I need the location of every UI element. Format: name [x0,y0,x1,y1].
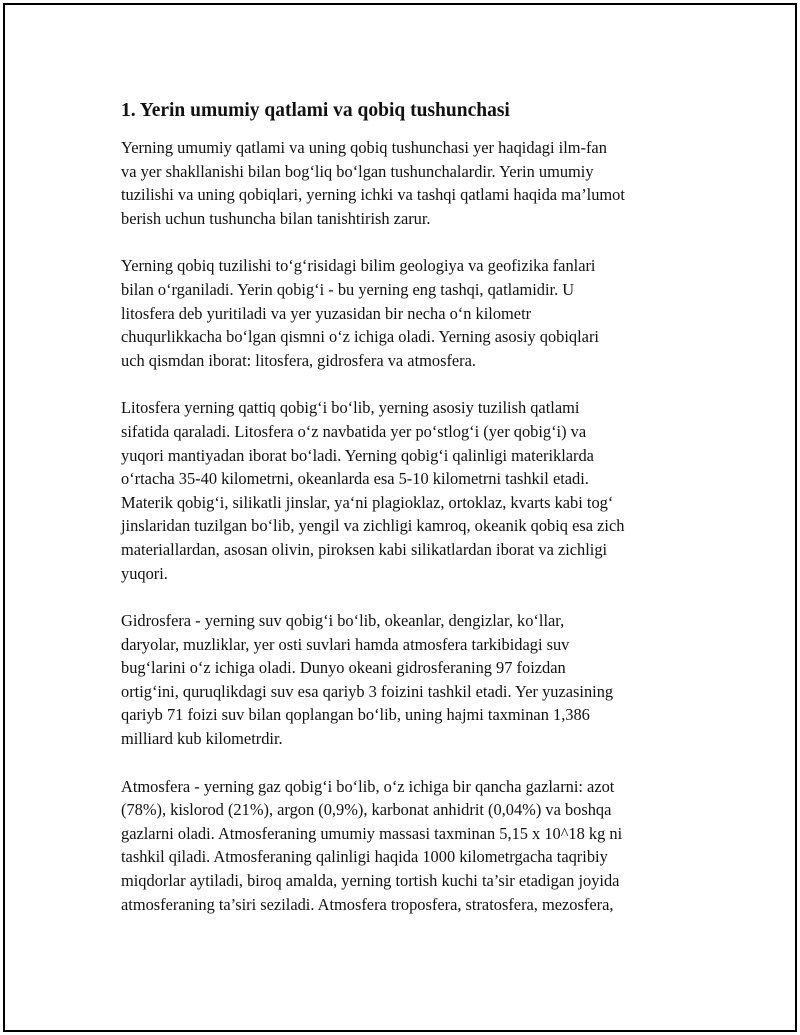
text-line: (78%), kislorod (21%), argon (0,9%), karbonat anhidrit (0,04%) va boshqa [121,800,612,820]
text-line: milliard kub kilometrdir. [121,729,283,749]
text-line: uch qismdan iborat: litosfera, gidrosfera va atmosfera. [121,350,477,370]
text-line: bug‘larini o‘z ichiga oladi. Dunyo okeani gidrosferaning 97 foizdan [121,658,566,678]
paragraph-lithosphere [121,396,701,585]
text-line: Atmosfera - yerning gaz qobig‘i bo‘lib, o‘z ichiga bir qancha gazlarni: azot [121,776,615,796]
text-line: va yer shakllanishi bilan bog‘liq bo‘lgan tushunchalardir. Yerin umumiy [121,161,594,181]
text-line: yuqori. [121,563,168,583]
text-line: Litosfera yerning qattiq qobig‘i bo‘lib, yerning asosiy tuzilish qatlami [121,398,580,418]
text-line: o‘rtacha 35-40 kilometrni, okeanlarda esa 5-10 kilometrni tashkil etadi. [121,469,589,489]
text-line: tashkil qiladi. Atmosferaning qalinligi haqida 1000 kilometrgacha taqribiy [121,847,608,867]
text-line: atmosferaning ta’siri seziladi. Atmosfera troposfera, stratosfera, mezosfera, [121,894,614,914]
text-line: berish uchun tushuncha bilan tanishtirish zarur. [121,208,431,228]
text-line: gazlarni oladi. Atmosferaning umumiy massasi taxminan 5,15 x 10^18 kg ni [121,823,623,843]
paragraph-atmosphere [121,775,701,917]
text-line: chuqurlikkacha bo‘lgan qismni o‘z ichiga oladi. Yerning asosiy qobiqlari [121,327,599,347]
text-line: Yerning umumiy qatlami va uning qobiq tushunchasi yer haqidagi ilm-fan [121,138,607,157]
text-line: ortig‘ini, quruqlikdagi suv esa qariyb 3 foizini tashkil etadi. Yer yuzasining [121,681,614,701]
text-line: materiallardan, asosan olivin, piroksen kabi silikatlardan iborat va zichligi [121,539,608,559]
text-line: tuzilishi va uning qobiqlari, yerning ichki va tashqi qatlami haqida ma’lumot [121,185,625,205]
page-frame [3,3,797,1032]
text-line: daryolar, muzliklar, yer osti suvlari hamda atmosfera tarkibidagi suv [121,634,570,654]
paragraph-hydrosphere [121,609,701,751]
paragraph-crust-structure [121,254,701,372]
document-body [121,97,701,940]
text-line: jinslaridan tuzilgan bo‘lib, yengil va zichligi kamroq, okeanik qobiq esa zich [121,516,625,536]
text-line: bilan o‘rganiladi. Yerin qobig‘i - bu yerning eng tashqi, qatlamidir. U [121,279,575,299]
text-line: Yerning qobiq tuzilishi to‘g‘risidagi bilim geologiya va geofizika fanlari [121,256,596,276]
text-line: sifatida qaraladi. Litosfera o‘z navbatida yer po‘stlog‘i (yer qobig‘i) va [121,421,587,441]
text-line: yuqori mantiyadan iborat bo‘ladi. Yerning qobig‘i qalinligi materiklarda [121,445,594,465]
text-line: qariyb 71 foizi suv bilan qoplangan bo‘lib, uning hajmi taxminan 1,386 [121,705,590,725]
section-title: 1. Yerin umumiy qatlami va qobiq tushunchasi [121,100,510,121]
text-line: litosfera deb yuritiladi va yer yuzasidan bir necha o‘n kilometr [121,303,532,323]
paragraph-intro [121,136,701,230]
text-line: Materik qobig‘i, silikatli jinslar, ya‘ni plagioklaz, ortoklaz, kvarts kabi tog‘ [121,492,614,512]
text-line: miqdorlar aytiladi, biroq amalda, yerning tortish kuchi ta’sir etadigan joyida [121,871,620,891]
text-line: Gidrosfera - yerning suv qobig‘i bo‘lib, okeanlar, dengizlar, ko‘llar, [121,611,565,631]
